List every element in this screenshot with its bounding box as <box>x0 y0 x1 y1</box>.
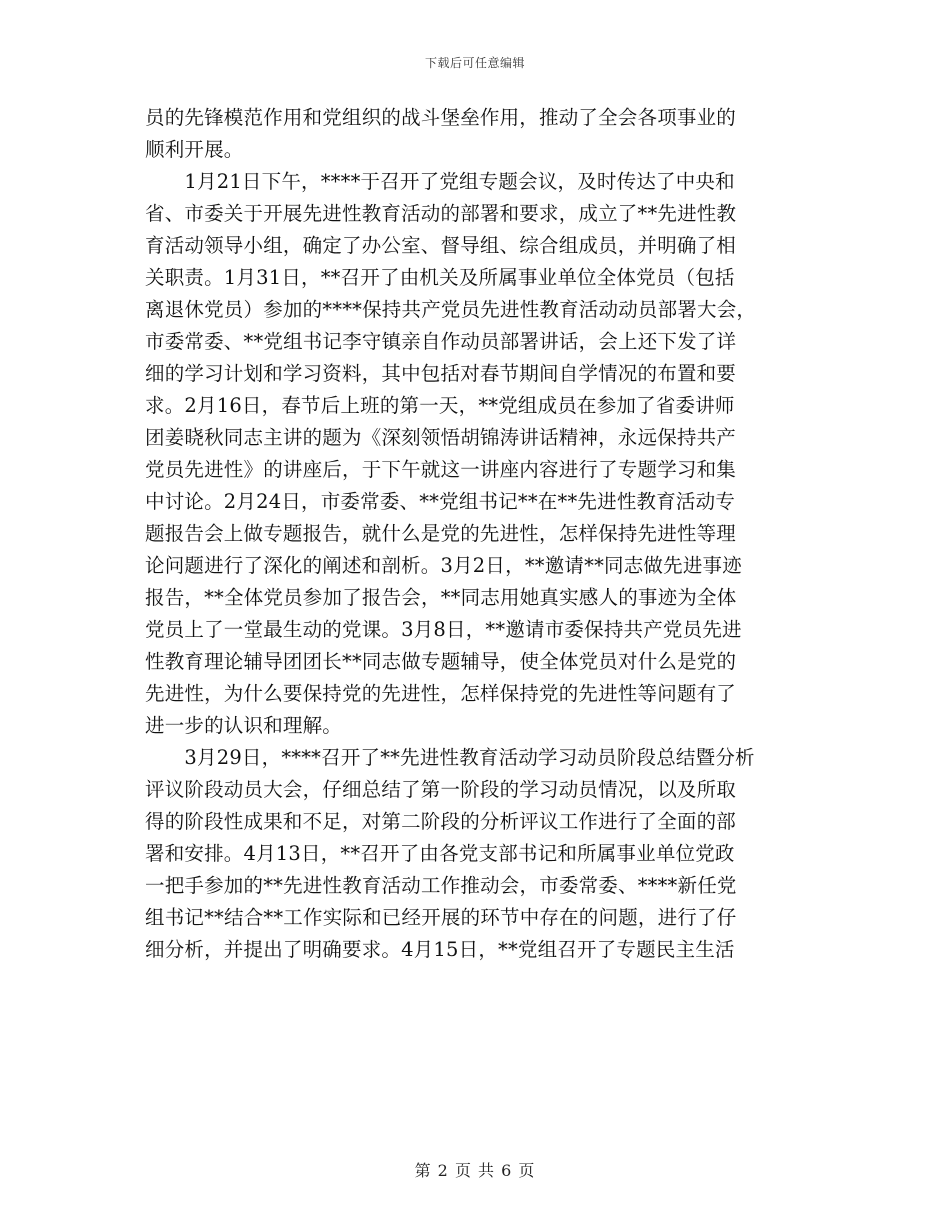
page-number-footer: 第 2 页 共 6 页 <box>414 1161 536 1180</box>
body-text-line: 评议阶段动员大会，仔细总结了第一阶段的学习动员情况，以及所取 <box>145 778 737 801</box>
body-text-line: 论问题进行了深化的阐述和剖析。3月2日，**邀请**同志做先进事迹 <box>145 554 742 577</box>
body-text-line: 先进性，为什么要保持党的先进性，怎样保持党的先进性等问题有了 <box>145 682 737 705</box>
body-text-line: 团姜晓秋同志主讲的题为《深刻领悟胡锦涛讲话精神，永远保持共产 <box>145 426 737 449</box>
body-text-line: 细的学习计划和学习资料，其中包括对春节期间自学情况的布置和要 <box>145 362 737 385</box>
body-text-line: 题报告会上做专题报告，就什么是党的先进性，怎样保持先进性等理 <box>145 522 737 545</box>
body-text-line: 离退休党员）参加的****保持共产党员先进性教育活动动员部署大会， <box>145 298 757 321</box>
body-text-line: 党员先进性》的讲座后，于下午就这一讲座内容进行了专题学习和集 <box>145 458 737 481</box>
body-text-line: 一把手参加的**先进性教育活动工作推动会，市委常委、****新任党 <box>145 874 737 897</box>
body-text-line: 育活动领导小组，确定了办公室、督导组、综合组成员，并明确了相 <box>145 234 737 257</box>
body-text-line: 中讨论。2月24日，市委常委、**党组书记**在**先进性教育活动专 <box>145 490 736 513</box>
body-text-line: 市委常委、**党组书记李守镇亲自作动员部署讲话，会上还下发了详 <box>145 330 737 353</box>
body-text-line: 署和安排。4月13日，**召开了由各党支部书记和所属事业单位党政 <box>145 842 735 865</box>
body-text-line: 3月29日，****召开了**先进性教育活动学习动员阶段总结暨分析 <box>145 746 755 769</box>
body-text-line: 省、市委关于开展先进性教育活动的部署和要求，成立了**先进性教 <box>145 202 737 225</box>
body-text-line: 求。2月16日，春节后上班的第一天，**党组成员在参加了省委讲师 <box>145 394 735 417</box>
body-text-line: 组书记**结合**工作实际和已经开展的环节中存在的问题，进行了仔 <box>145 906 737 929</box>
body-text-line: 性教育理论辅导团团长**同志做专题辅导，使全体党员对什么是党的 <box>145 650 737 673</box>
body-text-line: 1月21日下午，****于召开了党组专题会议，及时传达了中央和 <box>145 170 735 193</box>
body-text-line: 报告，**全体党员参加了报告会，**同志用她真实感人的事迹为全体 <box>145 586 737 609</box>
body-text-line: 进一步的认识和理解。 <box>145 714 343 737</box>
body-text-line: 员的先锋模范作用和党组织的战斗堡垒作用，推动了全会各项事业的 <box>145 106 737 129</box>
body-text-line: 党员上了一堂最生动的党课。3月8日，**邀请市委保持共产党员先进 <box>145 618 742 641</box>
body-text-line: 顺利开展。 <box>145 138 244 161</box>
page-header: 下载后可任意编辑 <box>424 56 525 70</box>
body-text-line: 得的阶段性成果和不足，对第二阶段的分析评议工作进行了全面的部 <box>145 810 737 833</box>
body-text-line: 细分析，并提出了明确要求。4月15日，**党组召开了专题民主生活 <box>145 938 735 961</box>
body-text-line: 关职责。1月31日，**召开了由机关及所属事业单位全体党员（包括 <box>145 266 735 289</box>
document-body <box>145 102 810 966</box>
